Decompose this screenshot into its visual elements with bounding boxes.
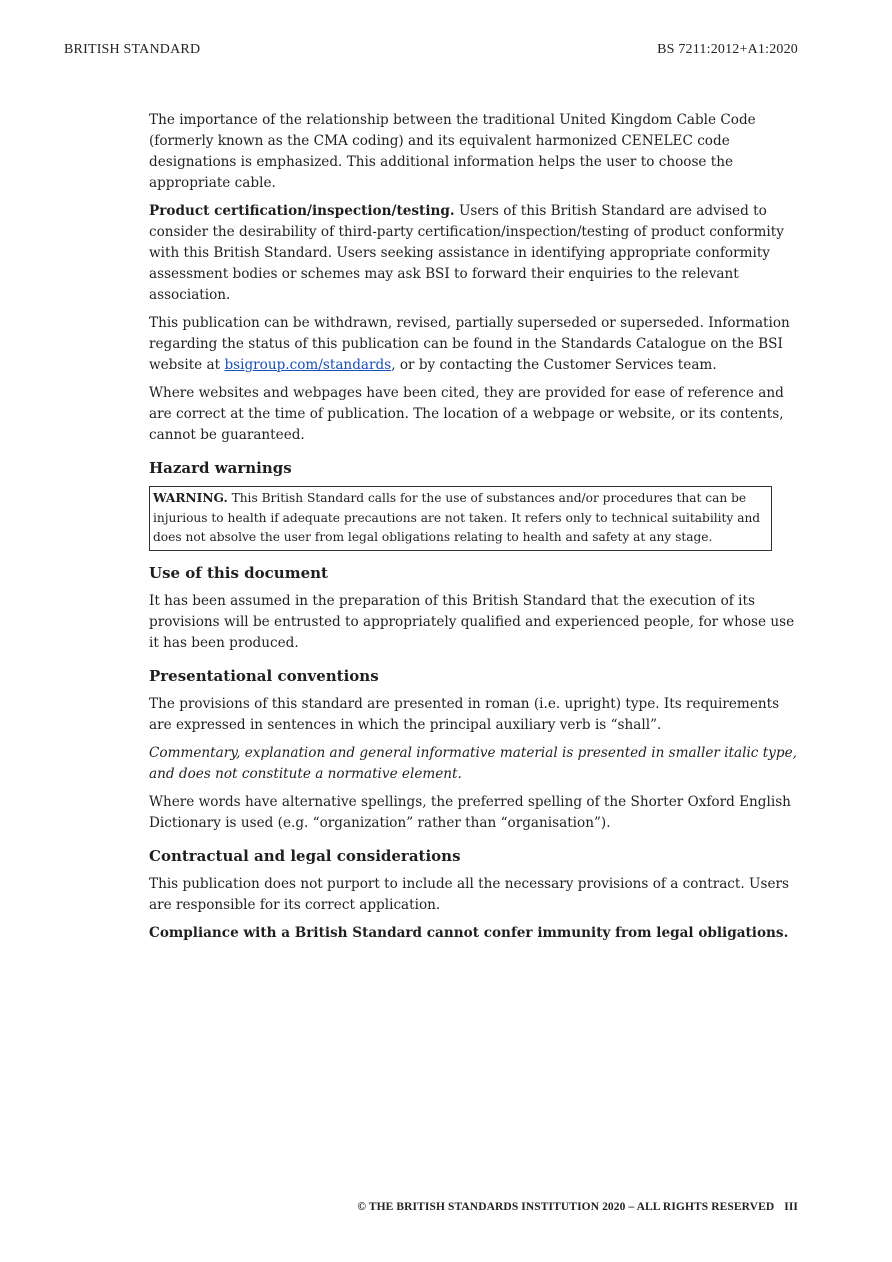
paragraph-spelling: Where words have alternative spellings, the preferred spelling of the Shorter Oxford English Dictionary is used (e.g. “organization” rather than “organisation”). xyxy=(149,793,791,831)
paragraph-roman-type: The provisions of this standard are presented in roman (i.e. upright) type. Its requirements are expressed in sentences in which the principal auxiliary verb is “shall”. xyxy=(149,695,780,733)
page-number: III xyxy=(784,1201,798,1213)
paragraph-product-certification xyxy=(149,201,801,306)
publication-status-text-after: , or by contacting the Customer Services team. xyxy=(391,357,717,373)
paragraph-use-of-document: It has been assumed in the preparation of this British Standard that the execution of its provisions will be entrusted to appropriately qualified and experienced people, for whose use it has been produced. xyxy=(149,592,795,651)
product-certification-lead: Product certification/inspection/testing. xyxy=(149,203,455,219)
heading-hazard-warnings: Hazard warnings xyxy=(149,459,292,477)
paragraph-contract-provisions: This publication does not purport to include all the necessary provisions of a contract. Users are responsible for its correct application. xyxy=(149,875,789,913)
paragraph-cable-code: The importance of the relationship between the traditional United Kingdom Cable Code (formerly known as the CMA coding) and its equivalent harmonized CENELEC code designations is emphasized. This additional information helps the user to choose the appropriate cable. xyxy=(149,112,756,191)
heading-use-of-document: Use of this document xyxy=(149,563,328,582)
heading-presentational-conventions: Presentational conventions xyxy=(149,666,379,685)
paragraph-compliance-immunity: Compliance with a British Standard cannot confer immunity from legal obligations. xyxy=(149,924,789,941)
warning-lead: WARNING. xyxy=(153,491,228,505)
footer-copyright: © THE BRITISH STANDARDS INSTITUTION 2020 – ALL RIGHTS RESERVED xyxy=(357,1201,775,1213)
running-header-left: BRITISH STANDARD xyxy=(64,42,201,57)
warning-text: This British Standard calls for the use of substances and/or procedures that can be injurious to health if adequate precautions are not taken. It refers only to technical suitability and does not absolve the user from legal obligations relating to health and safety at any stage. xyxy=(153,491,761,544)
bsigroup-standards-link[interactable]: bsigroup.com/standards xyxy=(224,357,392,373)
paragraph-commentary-italic: Commentary, explanation and general informative material is presented in smaller italic type, and does not constitute a normative element. xyxy=(149,744,797,782)
publication-status-text-before: This publication can be withdrawn, revised, partially superseded or superseded. Information regarding the status of this publication can be found in the Standards Catalogue on the BSI website at xyxy=(149,315,790,373)
page-content xyxy=(149,110,801,951)
running-header-standard-number: BS 7211:2012+A1:2020 xyxy=(657,42,798,57)
warning-box xyxy=(149,486,772,551)
paragraph-websites-cited: Where websites and webpages have been cited, they are provided for ease of reference and are correct at the time of publication. The location of a webpage or website, or its contents, cannot be guaranteed. xyxy=(149,385,784,443)
page-footer xyxy=(357,1201,798,1213)
paragraph-publication-status xyxy=(149,313,801,376)
product-certification-text: Users of this British Standard are advised to consider the desirability of third-party certification/inspection/testing of product conformity with this British Standard. Users seeking assistance in identifying appropriate conformity assessment bodies or schemes may ask BSI to forward their enquiries to the relevant association. xyxy=(149,203,784,303)
heading-contractual-legal: Contractual and legal considerations xyxy=(149,846,461,865)
